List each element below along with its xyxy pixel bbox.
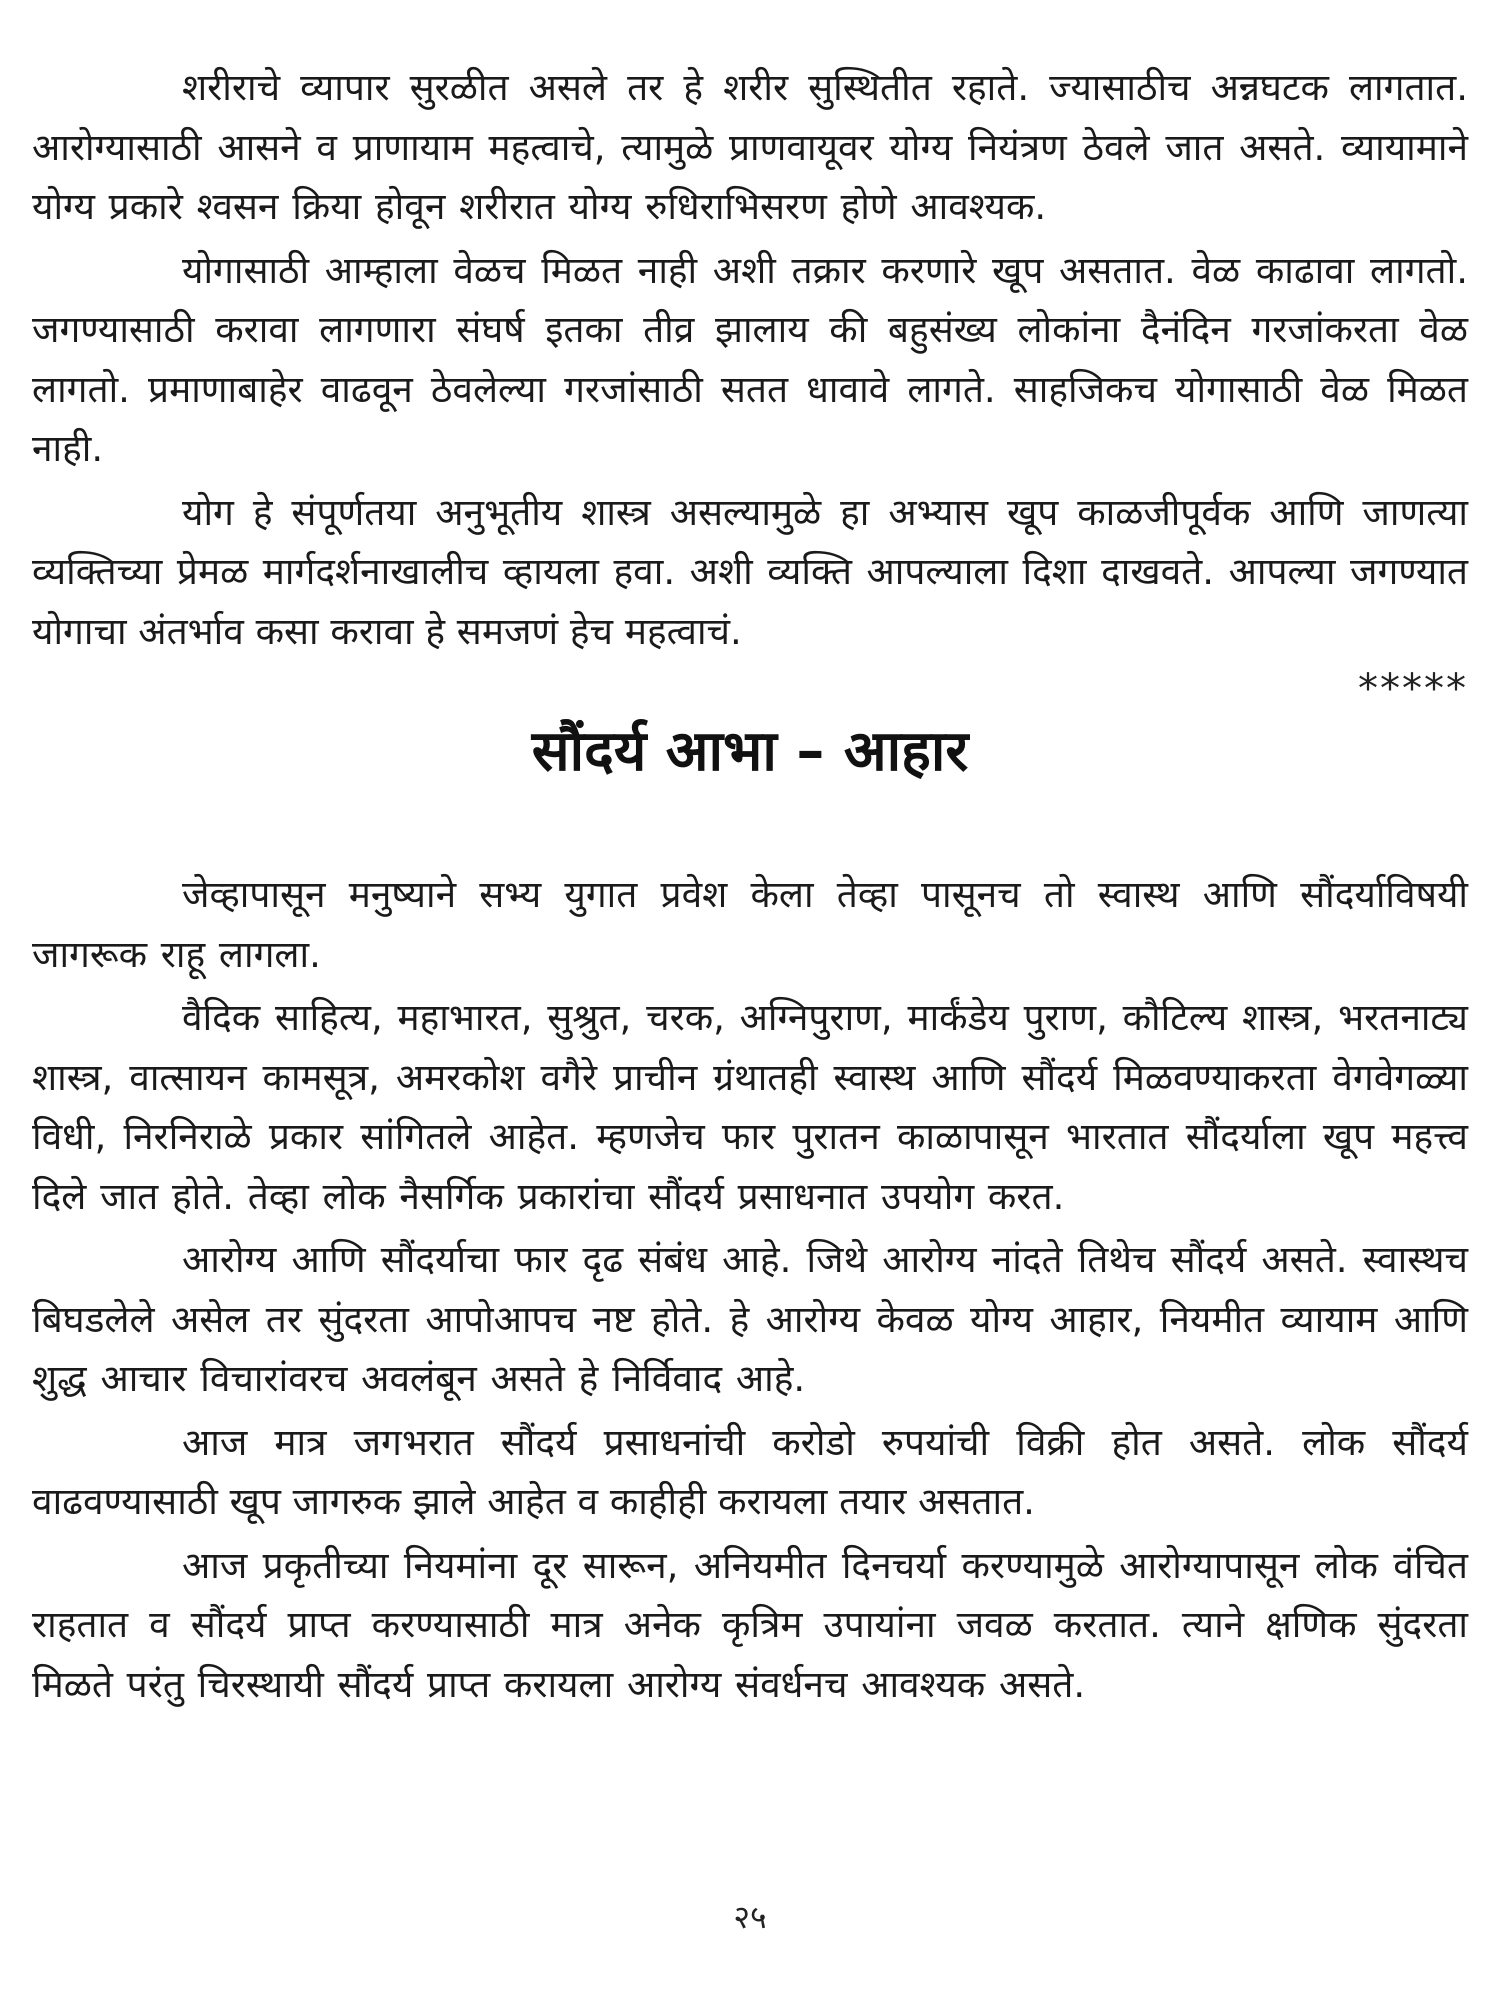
- paragraph: आरोग्य आणि सौंदर्याचा फार दृढ संबंध आहे. जिथे आरोग्य नांदते तिथेच सौंदर्य असते. स्वास्थच बिघडलेले असेल तर सुंदरता आपोआपच नष्ट होते. हे आरोग्य केवळ योग्य आहार, नियमीत व्यायाम आणि शुद्ध आचार विचारांवरच अवलंबून असते हे निर्विवाद आहे.: [32, 1238, 1468, 1400]
- page-body: [32, 58, 1468, 1714]
- paragraph: योग हे संपूर्णतया अनुभूतीय शास्त्र असल्यामुळे हा अभ्यास खूप काळजीपूर्वक आणि जाणत्या व्यक्तिच्या प्रेमळ मार्गदर्शनाखालीच व्हायला हवा. अशी व्यक्ति आपल्याला दिशा दाखवते. आपल्या जगण्यात योगाचा अंतर्भाव कसा करावा हे समजणं हेच महत्वाचं.: [32, 490, 1468, 653]
- paragraph: आज प्रकृतीच्या नियमांना दूर सारून, अनियमीत दिनचर्या करण्यामुळे आरोग्यापासून लोक वंचित राहतात व सौंदर्य प्राप्त करण्यासाठी मात्र अनेक कृत्रिम उपायांना जवळ करतात. त्याने क्षणिक सुंदरता मिळते परंतु चिरस्थायी सौंदर्य प्राप्त करायला आरोग्य संवर्धनच आवश्यक असते.: [32, 1543, 1468, 1706]
- paragraph: आज मात्र जगभरात सौंदर्य प्रसाधनांची करोडो रुपयांची विक्री होत असते. लोक सौंदर्य वाढवण्यासाठी खूप जागरुक झाले आहेत व काहीही करायला तयार असतात.: [32, 1420, 1468, 1523]
- section-separator: *****: [1358, 666, 1468, 712]
- paragraph: जेव्हापासून मनुष्याने सभ्य युगात प्रवेश केला तेव्हा पासूनच तो स्वास्थ आणि सौंदर्याविषयी जागरूक राहू लागला.: [32, 873, 1468, 976]
- page-number: २५: [733, 1898, 767, 1936]
- section-heading: सौंदर्य आभा – आहार: [531, 719, 969, 784]
- paragraph: योगासाठी आम्हाला वेळच मिळत नाही अशी तक्रार करणारे खूप असतात. वेळ काढावा लागतो. जगण्यासाठी करावा लागणारा संघर्ष इतका तीव्र झालाय की बहुसंख्य लोकांना दैनंदिन गरजांकरता वेळ लागतो. प्रमाणाबाहेर वाढवून ठेवलेल्या गरजांसाठी सतत धावावे लागते. साहजिकच योगासाठी वेळ मिळत नाही.: [32, 248, 1468, 470]
- paragraph: वैदिक साहित्य, महाभारत, सुश्रुत, चरक, अग्निपुराण, मार्कंडेय पुराण, कौटिल्य शास्त्र, भरतनाट्य शास्त्र, वात्सायन कामसूत्र, अमरकोश वगैरे प्राचीन ग्रंथातही स्वास्थ आणि सौंदर्य मिळवण्याकरता वेगवेगळ्या विधी, निरनिराळे प्रकार सांगितले आहेत. म्हणजेच फार पुरातन काळापासून भारतात सौंदर्याला खूप महत्त्व दिले जात होते. तेव्हा लोक नैसर्गिक प्रकारांचा सौंदर्य प्रसाधनात उपयोग करत.: [32, 996, 1468, 1218]
- paragraph: शरीराचे व्यापार सुरळीत असले तर हे शरीर सुस्थितीत रहाते. ज्यासाठीच अन्नघटक लागतात. आरोग्यासाठी आसने व प्राणायाम महत्वाचे, त्यामुळे प्राणवायूवर योग्य नियंत्रण ठेवले जात असते. व्यायामाने योग्य प्रकारे श्वसन क्रिया होवून शरीरात योग्य रुधिराभिसरण होणे आवश्यक.: [32, 66, 1468, 228]
